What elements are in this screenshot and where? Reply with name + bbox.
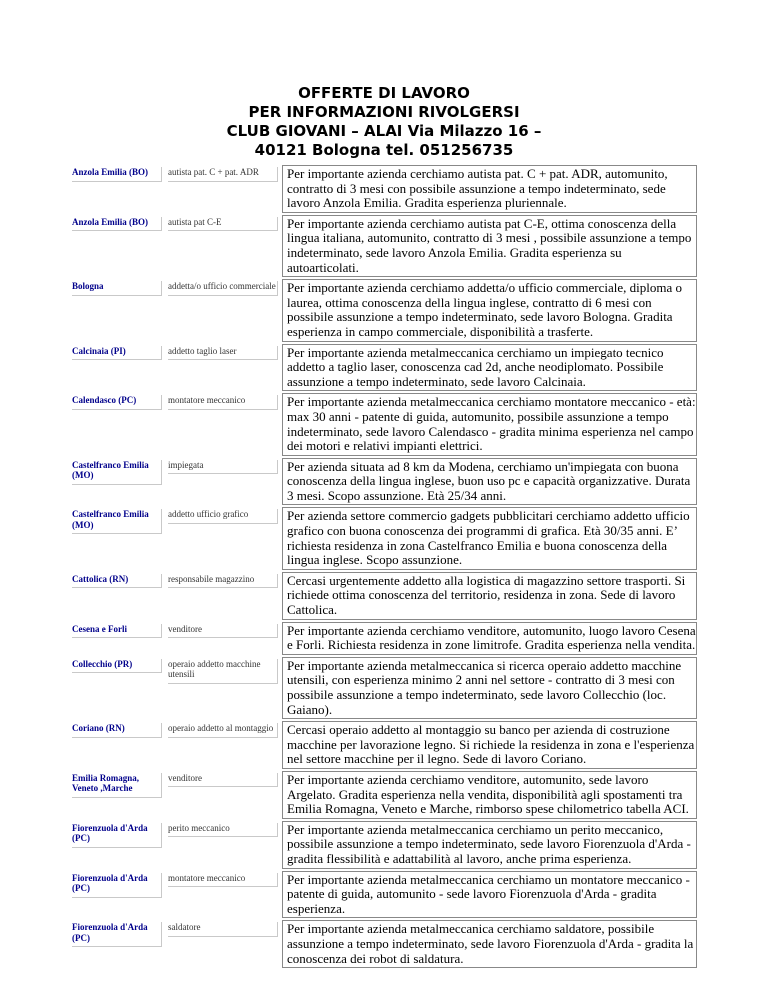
- job-role: impiegata: [168, 460, 278, 475]
- job-role: operaio addetto al montaggio: [168, 723, 278, 738]
- job-description: Per azienda settore commercio gadgets pubblicitari cerchiamo addetto ufficio grafico con buona conoscenza dei programmi di grafica. Età 30/35 anni. E’ richiesta residenza in zona Castelfranco Emilia e buona conoscenza della lingua inglese. Scopo assunzione.: [282, 507, 697, 569]
- job-row: [71, 572, 697, 620]
- job-role-cell: [166, 920, 278, 968]
- job-role-cell: [166, 572, 278, 620]
- job-role: responsabile magazzino: [168, 574, 278, 589]
- job-row: [71, 279, 697, 341]
- job-role: operaio addetto macchine utensili: [168, 659, 278, 684]
- header-subtitle: PER INFORMAZIONI RIVOLGERSI: [248, 103, 520, 121]
- job-location-cell: [71, 165, 162, 213]
- job-location-cell: [71, 771, 162, 819]
- header-club-address: CLUB GIOVANI – ALAI Via Milazzo 16 –: [226, 122, 542, 140]
- job-row: [71, 507, 697, 569]
- job-description: Per importante azienda metalmeccanica cerchiamo un montatore meccanico - patente di guida, automunito - sede lavoro Fiorenzuola d'Arda - gradita esperienza.: [282, 871, 697, 919]
- job-role: montatore meccanico: [168, 395, 278, 410]
- job-location-cell: [71, 871, 162, 919]
- job-role-cell: [166, 279, 278, 341]
- job-row: [71, 721, 697, 769]
- job-location-cell: [71, 657, 162, 719]
- job-row: [71, 165, 697, 213]
- job-role-cell: [166, 871, 278, 919]
- job-location-cell: [71, 572, 162, 620]
- job-offers-table: [71, 163, 697, 970]
- job-role: autista pat. C + pat. ADR: [168, 167, 278, 182]
- job-location-cell: [71, 279, 162, 341]
- job-role: saldatore: [168, 922, 278, 937]
- job-row: [71, 393, 697, 455]
- job-role: addetto taglio laser: [168, 346, 278, 361]
- job-row: [71, 871, 697, 919]
- job-role-cell: [166, 344, 278, 392]
- job-location-cell: [71, 622, 162, 655]
- job-location[interactable]: Collecchio (PR): [72, 659, 162, 674]
- job-description: Per importante azienda metalmeccanica si ricerca operaio addetto macchine utensili, con esperienza minimo 2 anni nel settore - contratto di 3 mesi con possibile assunzione a tempo indeterminato, sede lavoro Collecchio (loc. Gaiano).: [282, 657, 697, 719]
- job-role: venditore: [168, 624, 278, 639]
- job-role-cell: [166, 821, 278, 869]
- job-role-cell: [166, 393, 278, 455]
- job-location[interactable]: Anzola Emilia (BO): [72, 217, 162, 232]
- job-description: Per importante azienda metalmeccanica cerchiamo montatore meccanico - età: max 30 anni - patente di guida, automunito, possibile assunzione a tempo indeterminato, sede lavoro Calendasco - gradita minima esperienza nel campo dei motori e relativi impianti elettrici.: [282, 393, 697, 455]
- job-location[interactable]: Calendasco (PC): [72, 395, 162, 410]
- job-description: Cercasi operaio addetto al montaggio su banco per azienda di costruzione macchine per lavorazione legno. Si richiede la residenza in zona e l'esperienza nel settore macchine per il legno. Sede di lavoro Coriano.: [282, 721, 697, 769]
- job-location[interactable]: Cattolica (RN): [72, 574, 162, 589]
- job-role-cell: [166, 771, 278, 819]
- job-description: Per importante azienda metalmeccanica cerchiamo saldatore, possibile assunzione a tempo indeterminato, sede lavoro Fiorenzuola d'Arda - gradita la conoscenza dei robot di saldatura.: [282, 920, 697, 968]
- job-location-cell: [71, 507, 162, 569]
- job-location[interactable]: Calcinaia (PI): [72, 346, 162, 361]
- job-location-cell: [71, 920, 162, 968]
- job-role-cell: [166, 215, 278, 277]
- job-location-cell: [71, 344, 162, 392]
- job-description: Per importante azienda cerchiamo venditore, automunito, luogo lavoro Cesena e Forli. Richiesta residenza in zone limitrofe. Gradita esperienza nella vendita.: [282, 622, 697, 655]
- job-description: Per importante azienda cerchiamo autista pat. C + pat. ADR, automunito, contratto di 3 mesi con possibile assunzione a tempo indeterminato, sede lavoro Anzola Emilia. Gradita esperienza pluriennale.: [282, 165, 697, 213]
- header-title: OFFERTE DI LAVORO: [298, 84, 470, 102]
- job-role-cell: [166, 458, 278, 506]
- job-location[interactable]: Bologna: [72, 281, 162, 296]
- job-role: addetto ufficio grafico: [168, 509, 278, 524]
- job-row: [71, 920, 697, 968]
- job-offers-body: [71, 165, 697, 968]
- job-row: [71, 771, 697, 819]
- job-location[interactable]: Fiorenzuola d'Arda (PC): [72, 873, 162, 898]
- job-location-cell: [71, 215, 162, 277]
- job-role-cell: [166, 622, 278, 655]
- job-description: Cercasi urgentemente addetto alla logistica di magazzino settore trasporti. Si richiede ottima conoscenza del territorio, residenza in zona. Sede di lavoro Cattolica.: [282, 572, 697, 620]
- job-row: [71, 821, 697, 869]
- job-location-cell: [71, 721, 162, 769]
- job-description: Per importante azienda cerchiamo autista pat C-E, ottima conoscenza della lingua italiana, automunito, contratto di 3 mesi , possibile assunzione a tempo indeterminato, sede lavoro Anzola Emilia. Gradita esperienza su autoarticolati.: [282, 215, 697, 277]
- job-role-cell: [166, 165, 278, 213]
- job-role: perito meccanico: [168, 823, 278, 838]
- header-city-phone: 40121 Bologna tel. 051256735: [254, 141, 514, 159]
- job-location-cell: [71, 458, 162, 506]
- job-row: [71, 458, 697, 506]
- job-role: addetta/o ufficio commerciale: [168, 281, 278, 296]
- job-location-cell: [71, 821, 162, 869]
- job-location[interactable]: Fiorenzuola d'Arda (PC): [72, 823, 162, 848]
- job-description: Per importante azienda metalmeccanica cerchiamo un impiegato tecnico addetto a taglio laser, conoscenza cad 2d, anche neodiplomato. Possibile assunzione a tempo indeterminato, sede lavoro Calcinaia.: [282, 344, 697, 392]
- job-row: [71, 657, 697, 719]
- job-row: [71, 344, 697, 392]
- job-location-cell: [71, 393, 162, 455]
- job-row: [71, 622, 697, 655]
- job-description: Per importante azienda metalmeccanica cerchiamo un perito meccanico, possibile assunzione a tempo indeterminato, sede lavoro Fiorenzuola d'Arda - gradita flessibilità e adattabilità al lavoro, anche prima esperienza.: [282, 821, 697, 869]
- document-header: [0, 84, 768, 160]
- job-location[interactable]: Emilia Romagna, Veneto ,Marche: [72, 773, 162, 798]
- job-role: venditore: [168, 773, 278, 788]
- job-role-cell: [166, 657, 278, 719]
- job-location[interactable]: Castelfranco Emilia (MO): [72, 460, 162, 485]
- job-role: autista pat C-E: [168, 217, 278, 232]
- job-description: Per importante azienda cerchiamo addetta/o ufficio commerciale, diploma o laurea, ottima conoscenza della lingua inglese, contratto di 6 mesi con possibile assunzione a tempo indeterminato, sede lavoro Bologna. Gradita esperienza in campo commerciale, disponibilità a trasferte.: [282, 279, 697, 341]
- job-role-cell: [166, 721, 278, 769]
- job-row: [71, 215, 697, 277]
- job-description: Per azienda situata ad 8 km da Modena, cerchiamo un'impiegata con buona conoscenza della lingua inglese, buon uso pc e capacità organizzative. Durata 3 mesi. Scopo assunzione. Età 25/34 anni.: [282, 458, 697, 506]
- job-description: Per importante azienda cerchiamo venditore, automunito, sede lavoro Argelato. Gradita esperienza nella vendita, disponibilità agli spostamenti tra Emilia Romagna, Veneto e Marche, rimborso spese chilometrico tabella ACI.: [282, 771, 697, 819]
- job-location[interactable]: Coriano (RN): [72, 723, 162, 738]
- job-location[interactable]: Castelfranco Emilia (MO): [72, 509, 162, 534]
- job-location[interactable]: Fiorenzuola d'Arda (PC): [72, 922, 162, 947]
- job-role: montatore meccanico: [168, 873, 278, 888]
- job-role-cell: [166, 507, 278, 569]
- job-location[interactable]: Anzola Emilia (BO): [72, 167, 162, 182]
- job-location[interactable]: Cesena e Forli: [72, 624, 162, 639]
